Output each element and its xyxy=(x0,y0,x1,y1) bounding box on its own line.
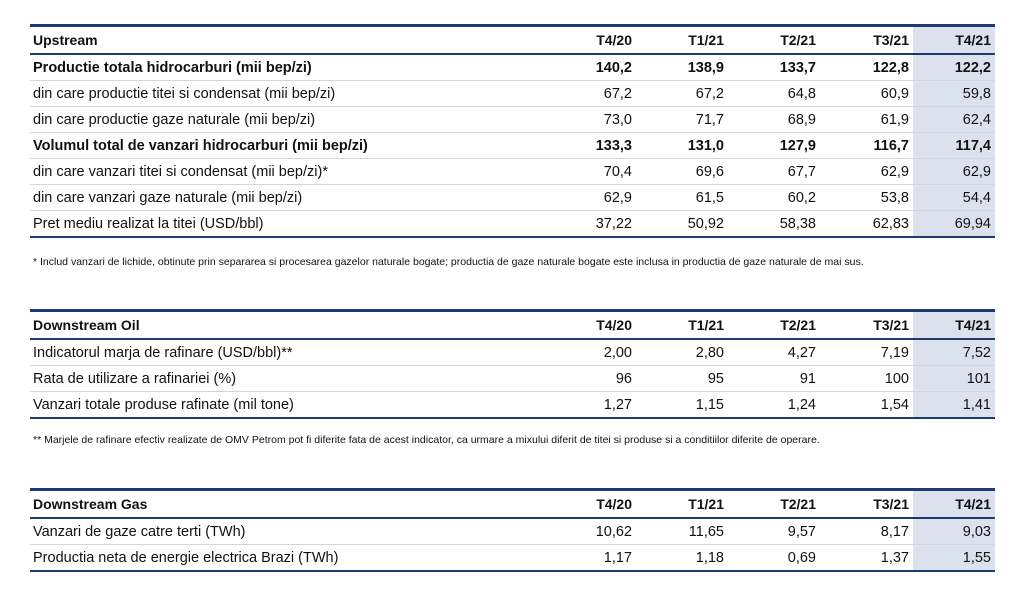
table-row xyxy=(30,211,995,238)
cell-value: 1,24 xyxy=(728,392,820,419)
row-label: Vanzari totale produse rafinate (mil tone) xyxy=(30,392,528,419)
cell-value: 62,4 xyxy=(913,107,995,133)
cell-value: 0,69 xyxy=(728,545,820,572)
table-row xyxy=(30,107,995,133)
cell-value: 7,52 xyxy=(913,339,995,366)
cell-value: 1,41 xyxy=(913,392,995,419)
row-label: din care vanzari titei si condensat (mii bep/zi)* xyxy=(30,159,528,185)
downstream-oil-footnote: ** Marjele de rafinare efectiv realizate de OMV Petrom pot fi diferite fata de acest indicator, ca urmare a mixului diferit de titei si produse si a conditiilor diferite de operare. xyxy=(33,434,820,446)
row-label: Indicatorul marja de rafinare (USD/bbl)** xyxy=(30,339,528,366)
table-row xyxy=(30,366,995,392)
cell-value: 58,38 xyxy=(728,211,820,238)
header-cell: T1/21 xyxy=(688,496,724,512)
cell-value: 73,0 xyxy=(528,107,636,133)
header-cell: T3/21 xyxy=(873,317,909,333)
cell-value: 68,9 xyxy=(728,107,820,133)
upstream-header-row xyxy=(30,26,995,55)
cell-value: 1,54 xyxy=(820,392,913,419)
cell-value: 50,92 xyxy=(636,211,728,238)
header-cell: Upstream xyxy=(33,32,98,48)
cell-value: 2,80 xyxy=(636,339,728,366)
header-cell: Downstream Oil xyxy=(33,317,140,333)
header-cell: T2/21 xyxy=(780,496,816,512)
header-cell: T4/20 xyxy=(596,32,632,48)
header-cell: T2/21 xyxy=(780,317,816,333)
cell-value: 62,9 xyxy=(820,159,913,185)
cell-value: 61,9 xyxy=(820,107,913,133)
downstream-oil-table xyxy=(30,309,995,419)
cell-value: 95 xyxy=(636,366,728,392)
cell-value: 62,9 xyxy=(913,159,995,185)
row-label: Productie totala hidrocarburi (mii bep/zi) xyxy=(30,54,528,81)
cell-value: 140,2 xyxy=(528,54,636,81)
cell-value: 1,15 xyxy=(636,392,728,419)
header-cell: T4/21 xyxy=(913,26,995,55)
table-row xyxy=(30,81,995,107)
header-cell: T4/21 xyxy=(913,311,995,340)
cell-value: 131,0 xyxy=(636,133,728,159)
cell-value: 69,6 xyxy=(636,159,728,185)
cell-value: 91 xyxy=(728,366,820,392)
row-label: Volumul total de vanzari hidrocarburi (mii bep/zi) xyxy=(30,133,528,159)
header-cell: Downstream Gas xyxy=(33,496,148,512)
row-label: din care vanzari gaze naturale (mii bep/zi) xyxy=(30,185,528,211)
cell-value: 1,37 xyxy=(820,545,913,572)
upstream-section xyxy=(30,24,995,238)
cell-value: 60,2 xyxy=(728,185,820,211)
table-row xyxy=(30,133,995,159)
cell-value: 122,2 xyxy=(913,54,995,81)
cell-value: 62,9 xyxy=(528,185,636,211)
row-label: Vanzari de gaze catre terti (TWh) xyxy=(30,518,528,545)
table-row xyxy=(30,392,995,419)
cell-value: 122,8 xyxy=(820,54,913,81)
cell-value: 133,7 xyxy=(728,54,820,81)
cell-value: 60,9 xyxy=(820,81,913,107)
row-label: din care productie gaze naturale (mii bep/zi) xyxy=(30,107,528,133)
cell-value: 101 xyxy=(913,366,995,392)
cell-value: 67,2 xyxy=(528,81,636,107)
table-row xyxy=(30,545,995,572)
header-cell: T1/21 xyxy=(688,317,724,333)
cell-value: 37,22 xyxy=(528,211,636,238)
cell-value: 96 xyxy=(528,366,636,392)
cell-value: 4,27 xyxy=(728,339,820,366)
cell-value: 2,00 xyxy=(528,339,636,366)
cell-value: 133,3 xyxy=(528,133,636,159)
cell-value: 71,7 xyxy=(636,107,728,133)
cell-value: 117,4 xyxy=(913,133,995,159)
header-cell: T4/20 xyxy=(596,496,632,512)
cell-value: 64,8 xyxy=(728,81,820,107)
table-row xyxy=(30,159,995,185)
downstream-gas-table xyxy=(30,488,995,572)
cell-value: 100 xyxy=(820,366,913,392)
header-cell: T3/21 xyxy=(873,32,909,48)
cell-value: 8,17 xyxy=(820,518,913,545)
cell-value: 9,57 xyxy=(728,518,820,545)
cell-value: 1,18 xyxy=(636,545,728,572)
cell-value: 116,7 xyxy=(820,133,913,159)
cell-value: 67,7 xyxy=(728,159,820,185)
cell-value: 67,2 xyxy=(636,81,728,107)
table-row xyxy=(30,54,995,81)
downstream-oil-section xyxy=(30,309,995,419)
header-cell: T1/21 xyxy=(688,32,724,48)
table-row xyxy=(30,339,995,366)
cell-value: 1,55 xyxy=(913,545,995,572)
cell-value: 53,8 xyxy=(820,185,913,211)
cell-value: 61,5 xyxy=(636,185,728,211)
cell-value: 9,03 xyxy=(913,518,995,545)
cell-value: 70,4 xyxy=(528,159,636,185)
cell-value: 62,83 xyxy=(820,211,913,238)
cell-value: 11,65 xyxy=(636,518,728,545)
upstream-table xyxy=(30,24,995,238)
table-row xyxy=(30,518,995,545)
row-label: Rata de utilizare a rafinariei (%) xyxy=(30,366,528,392)
cell-value: 7,19 xyxy=(820,339,913,366)
cell-value: 127,9 xyxy=(728,133,820,159)
downstream-gas-section xyxy=(30,488,995,572)
row-label: din care productie titei si condensat (mii bep/zi) xyxy=(30,81,528,107)
header-cell: T2/21 xyxy=(780,32,816,48)
cell-value: 54,4 xyxy=(913,185,995,211)
downstream-oil-header-row xyxy=(30,311,995,340)
upstream-footnote: * Includ vanzari de lichide, obtinute prin separarea si procesarea gazelor naturale bogate; productia de gaze naturale bogate este inclusa in productia de gaze naturale de mai sus. xyxy=(33,256,864,268)
row-label: Pret mediu realizat la titei (USD/bbl) xyxy=(30,211,528,238)
table-row xyxy=(30,185,995,211)
cell-value: 10,62 xyxy=(528,518,636,545)
cell-value: 1,17 xyxy=(528,545,636,572)
header-cell: T3/21 xyxy=(873,496,909,512)
cell-value: 138,9 xyxy=(636,54,728,81)
downstream-gas-header-row xyxy=(30,490,995,519)
cell-value: 69,94 xyxy=(913,211,995,238)
cell-value: 1,27 xyxy=(528,392,636,419)
header-cell: T4/20 xyxy=(596,317,632,333)
header-cell: T4/21 xyxy=(913,490,995,519)
cell-value: 59,8 xyxy=(913,81,995,107)
row-label: Productia neta de energie electrica Brazi (TWh) xyxy=(30,545,528,572)
